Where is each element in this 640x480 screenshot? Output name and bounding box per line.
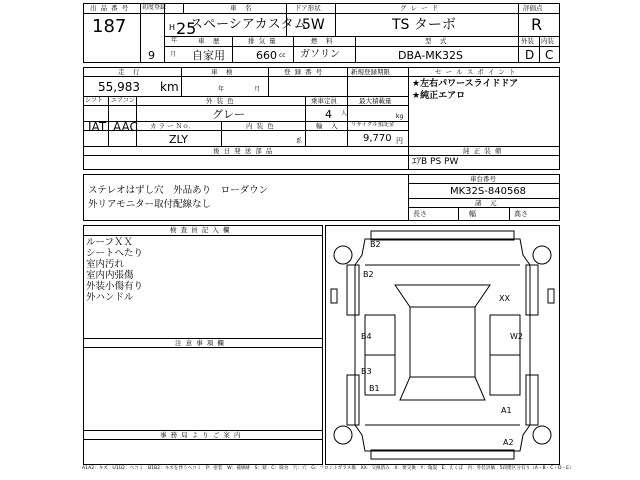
equipment: ｴｱB PS PW: [412, 157, 459, 167]
reg-month: 9: [148, 49, 155, 62]
height-label: 高さ: [514, 210, 528, 218]
color-number: ZLY: [169, 133, 188, 146]
reg-year: 25: [176, 19, 197, 38]
ac: AAC: [113, 120, 138, 134]
office-header: 事 務 局 よ り ご 案 内: [160, 431, 242, 439]
reg-year-unit: 年: [171, 37, 178, 44]
damage-mark: B2: [363, 270, 374, 279]
wheel-front-left: [334, 246, 352, 264]
grade: TS ターボ: [392, 17, 456, 33]
lot-number: 187: [92, 16, 127, 37]
damage-mark: B4: [361, 332, 372, 341]
equip-header: 純 正 装 備: [463, 147, 503, 155]
shift-header: シフト: [85, 97, 104, 104]
inspect-item: 外装小傷有り: [86, 281, 144, 292]
km-value: 55,983: [98, 80, 140, 94]
notes-text: [88, 186, 268, 209]
later-parts-header: 後 日 発 送 部 品: [213, 147, 274, 155]
damage-mark: A1: [501, 406, 512, 415]
inspector-header: 検 査 員 記 入 欄: [170, 226, 231, 234]
door-type: 5W: [302, 17, 325, 33]
int-header: 内装: [541, 37, 554, 45]
reg-era: H: [169, 23, 176, 32]
color-header: 外 装 色: [206, 97, 235, 105]
inspect-item: 室内内張傷: [86, 270, 134, 281]
seats-header: 乗車定員: [311, 97, 337, 105]
intcolor-unit: 系: [296, 138, 303, 145]
recycle-unit: 円: [396, 137, 403, 145]
damage-mark: B1: [369, 384, 380, 393]
ext-score: D: [525, 48, 535, 62]
caution-header: 注 意 事 項 欄: [175, 339, 225, 347]
load-header: 最大積載量: [359, 97, 392, 105]
sales-point: ★純正エアロ: [412, 91, 466, 101]
ext-header: 外装: [521, 37, 534, 45]
load-unit: kg: [396, 113, 404, 120]
history: 自家用: [192, 49, 225, 62]
km-unit: km: [160, 80, 179, 94]
car-damage-diagram: [325, 225, 560, 465]
damage-mark: A2: [503, 438, 514, 447]
inspect-month-unit: 月: [254, 86, 261, 93]
legend-footer: A1A2：キズ U1U2：ヘコミ B1B2：キズを伴うヘコミ P：塗装 W：補修跡 S：錆 C：腐食 穴：穴 G：フロントガラス傷 XX：交換済み X：要交換 Y：亀裂 E：えくぼ 内：外装評価 5段階区分有り（A・B・C・D・E）: [82, 466, 574, 471]
km-header: 走 行: [118, 68, 141, 76]
regno-header: 登 録 番 号: [284, 68, 324, 76]
damage-mark: B2: [370, 240, 381, 249]
cc: 660: [256, 49, 277, 62]
seats-unit: 人: [341, 110, 348, 117]
int-score: C: [545, 48, 554, 62]
note-line: 外リアモニター取付配線なし: [88, 198, 212, 210]
left-mirror: [331, 289, 337, 303]
door-header: ドア形状: [295, 4, 321, 12]
note-line: ステレオはずし穴 外品あり ローダウン: [88, 185, 269, 196]
inspect-item: 外ハンドル: [86, 292, 134, 303]
colorno-header: カ ラ ー Ｎｏ．: [150, 122, 196, 130]
inspect-item: 室内汚れ: [86, 259, 125, 270]
sales-point: ★左右パワースライドドア: [412, 79, 519, 89]
reg-month-unit: 月: [170, 51, 177, 58]
newreg-header: 新規登録期限: [351, 68, 390, 76]
roof: [410, 307, 475, 377]
inspector-notes: [86, 238, 143, 303]
model-header: 型 式: [425, 37, 448, 45]
sales-header: セ ー ル ス ポ イ ン ト: [435, 68, 517, 76]
model: DBA-MK32S: [398, 49, 463, 62]
seats: 4: [325, 108, 332, 121]
wheel-rear-left: [334, 426, 352, 444]
fuel-header: 燃 料: [311, 37, 334, 45]
damage-mark: XX: [499, 294, 510, 303]
cc-unit: cc: [279, 52, 286, 59]
inspect-year-unit: 年: [218, 86, 225, 93]
chassis-header: 車台番号: [470, 175, 496, 183]
recycle-value: 9,770: [363, 133, 392, 144]
ac-header: エアコン: [111, 97, 135, 104]
car-body-outline: [355, 239, 530, 451]
intcolor-header: 内 装 色: [246, 122, 275, 130]
score: R: [531, 15, 543, 34]
wheel-rear-right: [533, 426, 551, 444]
ext-color: グレー: [212, 108, 245, 121]
cc-header: 排 気 量: [248, 37, 277, 45]
grade-header: グ レ ー ド: [400, 4, 440, 12]
history-header: 車 歴: [198, 37, 221, 45]
right-front-fender: [526, 265, 538, 315]
damage-mark: B3: [361, 367, 372, 376]
car-name-header: 車 名: [230, 4, 253, 12]
inspect-item: シートへたり: [86, 248, 144, 259]
sales-points: [412, 80, 558, 101]
score-header: 評価点: [523, 4, 543, 12]
width-label: 幅: [469, 210, 476, 218]
recycle-header: リサイクル預託金: [351, 122, 395, 128]
length-label: 長さ: [413, 210, 427, 218]
size-header: 諸 元: [475, 199, 498, 207]
left-rear-quarter: [347, 375, 359, 425]
rear-window: [400, 377, 485, 400]
wheel-front-right: [533, 246, 551, 264]
lot-header: 出 品 番 号: [90, 4, 130, 12]
right-rear-door: [490, 355, 520, 395]
shift: IAT: [88, 120, 107, 134]
right-mirror: [548, 289, 554, 303]
reg-header: 初度登録: [142, 4, 167, 11]
inspect-item: ルーフＸＸ: [86, 237, 134, 248]
import-header: 輸 入: [316, 122, 339, 130]
left-front-fender: [347, 265, 359, 315]
car-name: スペーシアカスタム: [190, 17, 307, 32]
right-rear-quarter: [526, 375, 538, 425]
inspect-header: 車 検: [211, 68, 234, 76]
windshield: [395, 285, 490, 307]
damage-mark: W2: [510, 332, 523, 341]
chassis-number: MK32S-840568: [450, 186, 527, 197]
fuel: ガソリン: [300, 49, 340, 60]
